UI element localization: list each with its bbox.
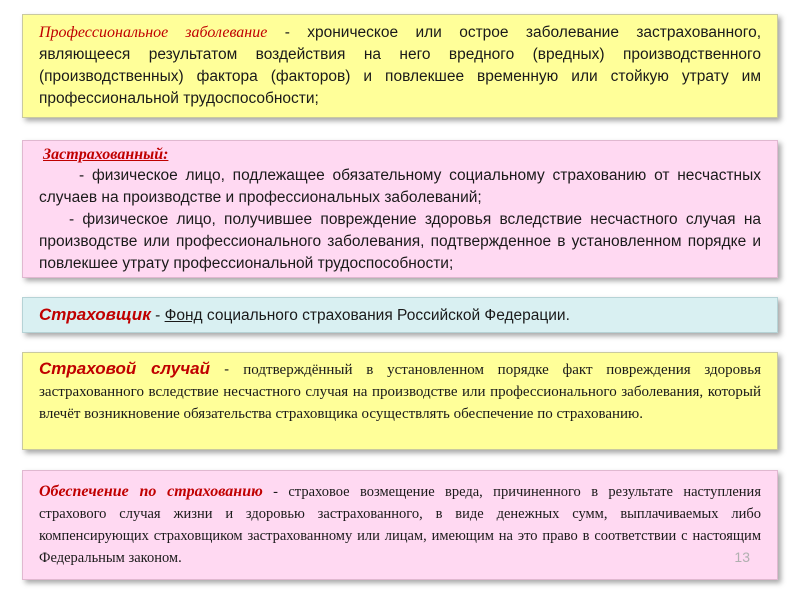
insured-item-2: - физическое лицо, получившее повреждение здоровья вследствие несчастного случая на производстве или профессионального заболевания, подтвержденное в установленном порядке и повлекшее утрату профессиональной трудоспособности; — [39, 211, 761, 272]
definition-insurance-provision — [22, 470, 778, 580]
occupational-disease-text: хроническое или острое заболевание застрахованного, являющееся результатом воздействия на него вредного (вредных) производственного (производственных) фактора (факторов) и повлекшее временную или стойкую утрату им профессиональной трудоспособности; — [39, 24, 762, 107]
definition-insured-event — [22, 352, 778, 450]
term-insured-event: Страховой случай — [39, 359, 210, 378]
insurer-text: социального страхования Российской Федерации. — [202, 307, 570, 324]
insured-event-text: подтверждённый в установленном порядке факт повреждения здоровья застрахованного вследствие несчастного случая на производстве или профессионального заболевания, который влечёт возникновение обязательства страховщика осуществлять обеспечение по страхованию. — [39, 362, 761, 422]
definition-text — [39, 22, 761, 110]
dash: - — [267, 24, 308, 41]
term-insured: Застрахованный: — [43, 146, 169, 163]
fund-word: Фонд — [164, 307, 203, 324]
definition-occupational-disease — [22, 14, 778, 118]
page-number: 13 — [734, 549, 750, 565]
insured-item-1: - физическое лицо, подлежащее обязательному социальному страхованию от несчастных случаев на производстве и профессиональных заболеваний; — [39, 167, 761, 206]
term-insurance-provision: Обеспечение по страхованию — [39, 483, 263, 500]
definition-insurer — [22, 297, 778, 333]
term-insurer: Страховщик — [39, 305, 151, 324]
definition-text — [39, 481, 761, 569]
term-occupational-disease: Профессиональное заболевание — [39, 24, 268, 41]
definition-insured — [22, 140, 778, 278]
definition-text — [39, 358, 761, 425]
definition-text — [39, 304, 761, 327]
dash: - — [150, 307, 165, 324]
dash: - — [209, 361, 244, 378]
insurance-provision-text: страховое возмещение вреда, причиненного в результате наступления страхового случая жизни и здоровью застрахованного, в виде денежных сумм, выплачиваемых либо компенсирующих страховщиком застрахованному или лицам, имеющим на это право в соответствии с настоящим Федеральным законом. — [39, 484, 761, 566]
dash: - — [262, 484, 289, 500]
